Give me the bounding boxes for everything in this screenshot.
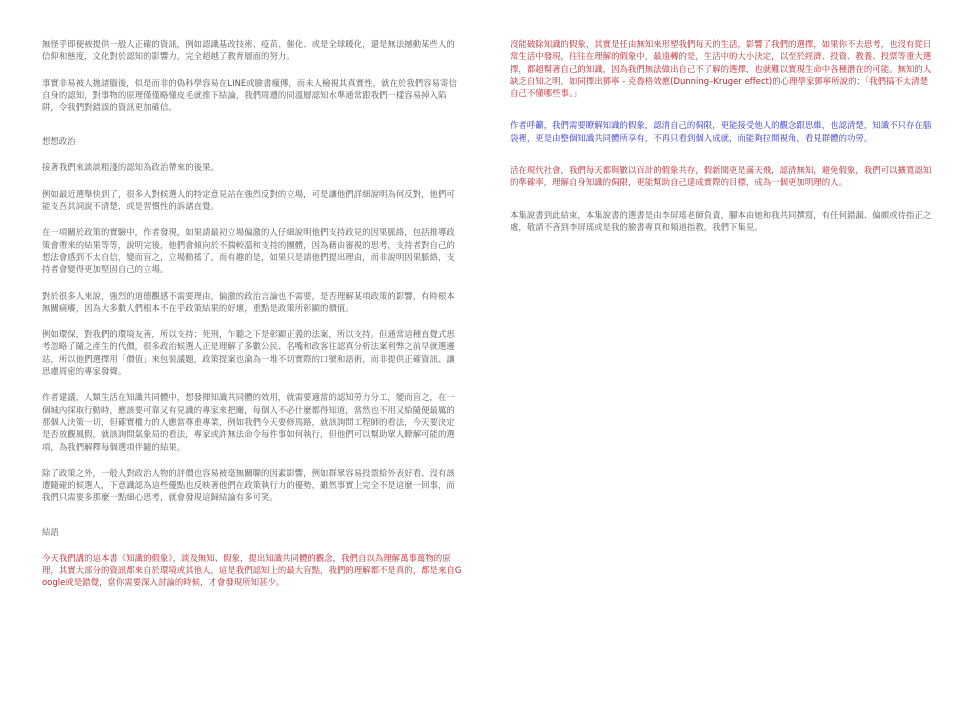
paragraph-pseudoscience: 事實非易被人拋諸腦後，似是而非的偽科學容易在LINE或臉書瘋傳，而未人檢視其真實性，就在於我們容易寄信自身的認知，對事物的原理僅僅略懂皮毛就推下結論，我們周遭的同溫層認知水準通常跟我們一樣容易掉入陷阱，令我們對錯誤的資訊更加確信。 [42,77,457,113]
paragraph-modern-society: 活在現代社會，我們每天都與數以百計的假象共存，假新聞更是滿天飛，認清無知，避免假象，我們可以擴寬認知的準確率，理解自身知識的侷限，更能幫助自己達成實際的目標，成為一個更加明理的人。 [510,165,932,188]
paragraph-policy-experiment: 在一項關於政策的實驗中，作者發現，如果請最初立場偏激的人仔細說明他們支持政見的因果脈絡，包括推導政策會帶來的結果等等，說明完後，他們會傾向於不揣較溫和支持的團體，因為藉由審視的思考，支持者對自己的想法會感到不太自信，變而盲之，立場動搖了，而有趣的是，如果只是請他們提出理由，而非說明因果脈絡，支持者會變得更加堅固自己的立場。 [42,227,455,275]
paragraph-moral-views: 對於很多人來說，強烈的道德觀感不需要理由，偏激的政治言論也不需要，是否理解某項政策的影響，有時根本無關痛癢，因為大多數人們根本不在乎政策結果的好壞，重點是政策所彰顯的價值。 [42,290,455,313]
section-heading-conclusion: 結語 [42,526,59,537]
paragraph-conclusion: 今天我們講的這本書《知識的假象》，談及無知、假象，提出知識共同體的觀念，我們自以為理解萬事萬物的原理，其實大部分的資訊都來自於環境或其他人，這是我們認知上的最大盲點，我們的理解都不是真的，都是來自Google或是錯覺，當你需要深入討論的時候，才會發現所知甚少。 [42,552,462,588]
paragraph-author-advice: 作者建議，人類生活在知識共同體中，想發揮知識共同體的效用，就需要適當的認知勞力分工，變而盲之，在一個城內採取行動時，應該要可靠又有見識的專家來把關，每個人不必什麼都得知道，當然也不用又給隨便最厲的那個人決策一切，但確實權力的人應當尊重專業，例如我們今天要修馬路，就該詢問工程師的看法，今天要決定是否放觀風假，就該詢問氣象局的看法，專家或許無法命令每件事如何執行，但他們可以幫助眾人瞭解可能的選項，為我們解釋每個選項伴隨的結果。 [42,392,455,452]
section-heading-politics: 想想政治 [42,136,76,147]
paragraph-environment-example: 例如環保，對我們的環境友善，所以支持；死刑，乍聽之下是彰顯正義的法案，所以支持。但通常這種直覺式思考忽略了隨之產生的代價，很多政治候選人正是理解了多數公民、名嘴和政客往認真分析法案利弊之前早就選邊站，所以他們選擇用「價值」來包裝議題，政策提案也淪為一堆不切實際的口號和語術，而非提供正確資訊、讓思慮周密的專家發聲。 [42,329,455,377]
paragraph-closing-credits: 本集說書到此結束，本集說書的選書是由李屏瑤老師負責，腳本由她和我共同撰寫，有任何錯漏、偏頗或待指正之處，敬請不吝到李屏瑤或是我的臉書專頁和頻道指教，我們下集見。 [510,209,932,232]
paragraph-election: 例如最近選舉快到了，很多人對候選人的特定意見站在強烈反對的立場，可是讓他們詳細說明為何反對，他們可能支吾其詞說不清楚，或是習慣性的訴諸直覺。 [42,188,455,212]
paragraph-politician-evaluation: 除了政策之外，一般人對政治人物的評價也容易被毫無關聯的因素影響，例如群眾容易投票給外表好看、沒有該遭隨碰的候選人，下意識認為這些優點也反映著他們在政策執行力的優勢，雖然事實上完全不是這麼一回事，而我們只需要多那麼一點細心思考，就會發現這歸結論有多可笑。 [42,467,455,503]
left-column [42,38,462,603]
paragraph-ignorance-effect: 沒能破除知識的假象，其實是任由無知來形塑我們每天的生活，影響了我們的選擇，如果你不去思考，也沒有從日常生活中發現，往往在理解的假象中，最遠轉的是，生活中的大小決定，以至於經濟、投資、教養、投票等重大選擇，都超幫著自己的知識，因為我們無法做出自己不了解的選擇，也就難以實現生命中各種潛在的可能。無知的人缺乏自知之明，如同擇出鄧寧 - 克魯格效應(Dunning–Kruger effect)的心理學家鄧寧所說的：「我們搞不太清楚自己不懂哪些事。」 [510,39,932,99]
paragraph-author-appeal: 作者呼籲，我們需要瞭解知識的假象，認清自己的侷限，更能接受他人的觀念跟思維，也認清楚，知識不只存在腦袋裡，更是由整個知識共同體所享有，不再只看到個人成就，而能夠拉開視角，看見群體的功勞。 [510,120,932,143]
paragraph-misinformation: 無怪乎即便被提供一般人正確的資訊，例如認識基改技術、疫苗、催化、或是全球暖化，還是無法撼動某些人的信仰和態度，文化對於認知的影響力，完全超越了教育層面的努力。 [42,39,455,62]
paragraph-politics-intro: 接著我們來談談粗淺的認知為政治帶來的後果。 [42,162,219,173]
right-column [510,38,935,247]
